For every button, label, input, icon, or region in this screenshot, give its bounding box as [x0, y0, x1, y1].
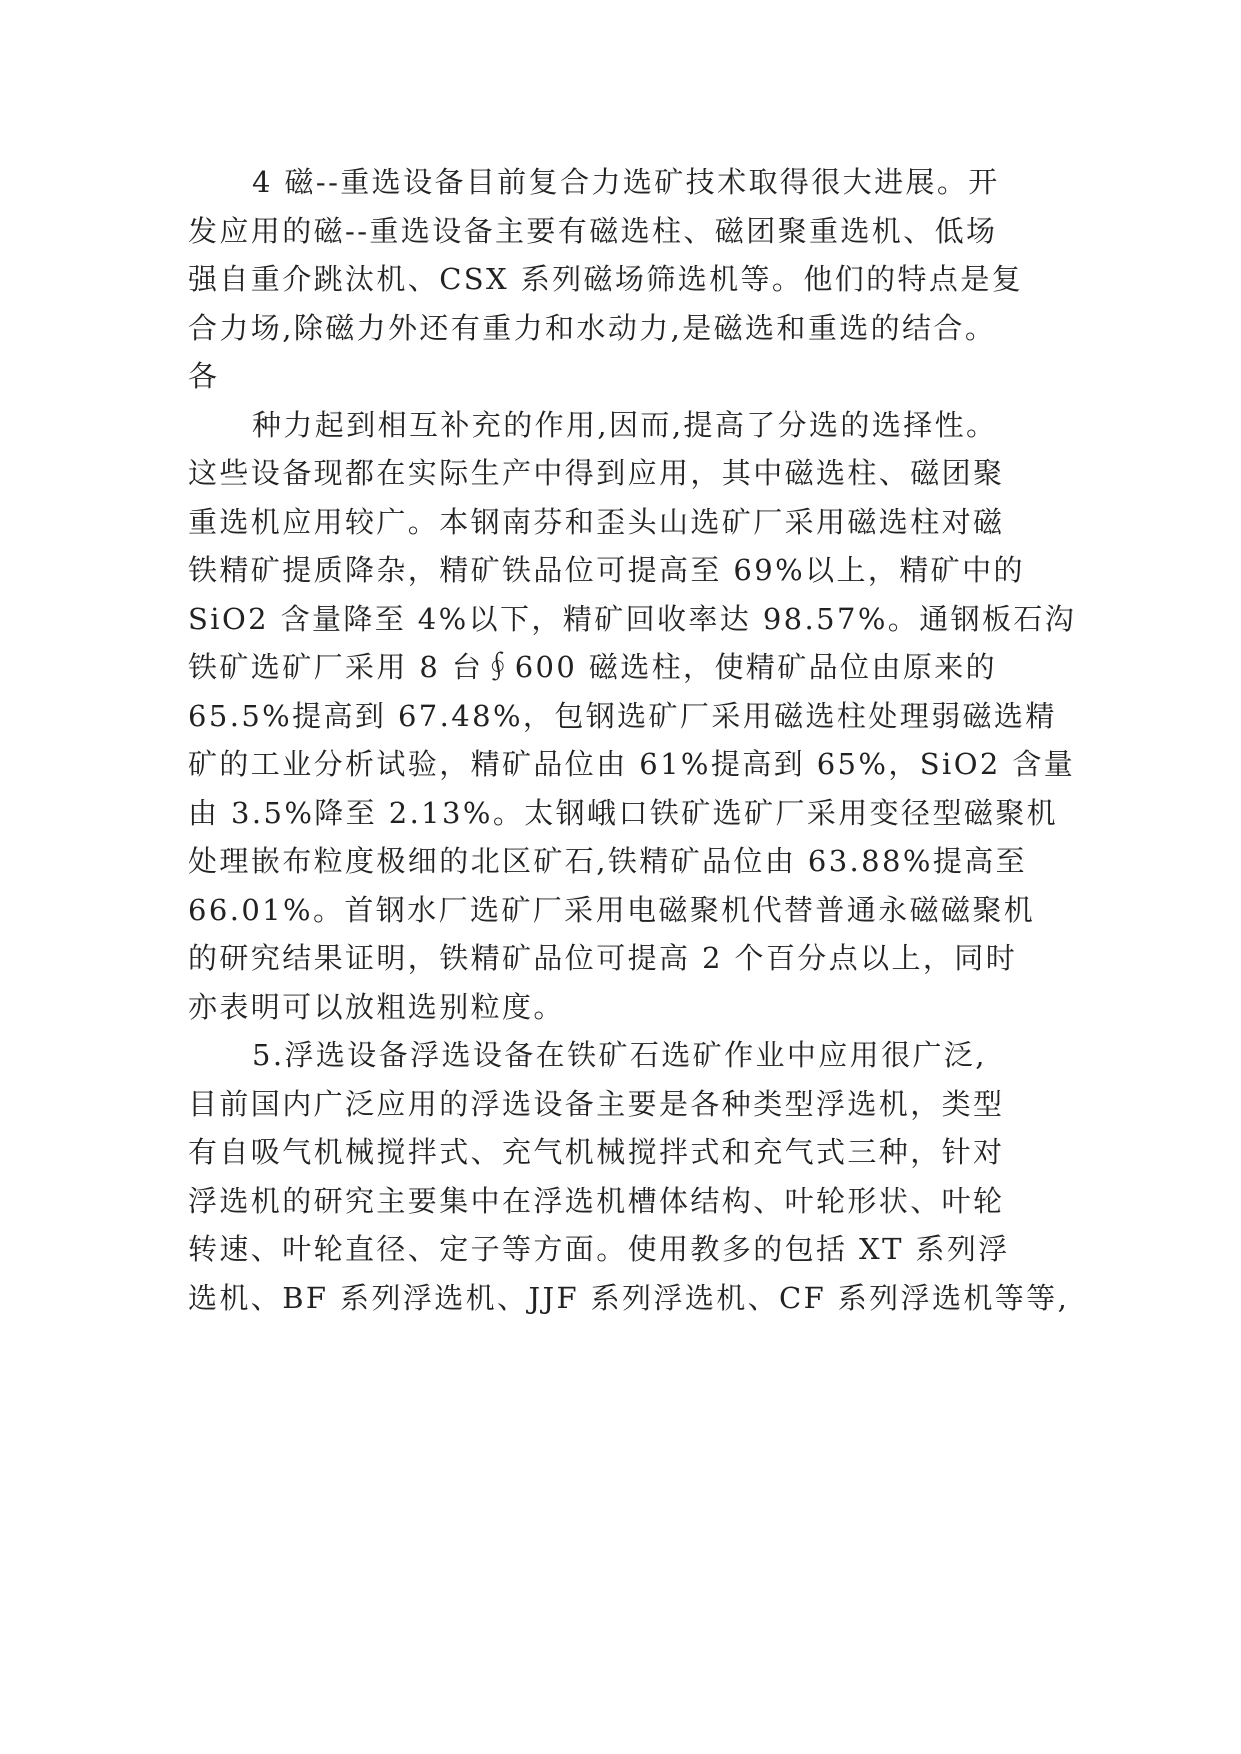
text-line: 选机、BF 系列浮选机、JJF 系列浮选机、CF 系列浮选机等等, [188, 1280, 1070, 1315]
text-line: 发应用的磁--重选设备主要有磁选柱、磁团聚重选机、低场 [188, 213, 998, 248]
text-line: 铁精矿提质降杂，精矿铁品位可提高至 69%以上，精矿中的 [188, 553, 1025, 587]
text-line: 处理嵌布粒度极细的北区矿石,铁精矿品位由 63.88%提高至 [188, 844, 1028, 878]
text-line: 重选机应用较广。本钢南芬和歪头山选矿厂采用磁选柱对磁 [188, 504, 1005, 539]
text-line: 66.01%。首钢水厂选矿厂采用电磁聚机代替普通永磁磁聚机 [188, 892, 1036, 927]
text-line: 铁矿选矿厂采用 8 台∮600 磁选柱，使精矿品位由原来的 [188, 650, 998, 684]
text-line: 各 [188, 359, 220, 393]
text-line: 这些设备现都在实际生产中得到应用，其中磁选柱、磁团聚 [188, 456, 1005, 490]
text-line: 由 3.5%降至 2.13%。太钢峨口铁矿选矿厂采用变径型磁聚机 [188, 795, 1059, 830]
text-line: 转速、叶轮直径、定子等方面。使用教多的包括 XT 系列浮 [188, 1232, 1010, 1266]
text-line: 目前国内广泛应用的浮选设备主要是各种类型浮选机，类型 [188, 1086, 1005, 1121]
text-line: 种力起到相互补充的作用,因而,提高了分选的选择性。 [252, 407, 998, 442]
text-line: 4 磁--重选设备目前复合力选矿技术取得很大进展。开 [252, 165, 1000, 199]
text-line: 亦表明可以放粗选别粒度。 [188, 989, 565, 1024]
text-line: 矿的工业分析试验，精矿品位由 61%提高到 65%，SiO2 含量 [188, 747, 1076, 781]
text-line: 的研究结果证明，铁精矿品位可提高 2 个百分点以上，同时 [188, 941, 1018, 975]
text-line: 5.浮选设备浮选设备在铁矿石选矿作业中应用很广泛, [252, 1038, 987, 1072]
text-line: 浮选机的研究主要集中在浮选机槽体结构、叶轮形状、叶轮 [188, 1183, 1005, 1218]
text-line: SiO2 含量降至 4%以下，精矿回收率达 98.57%。通钢板石沟 [188, 601, 1077, 636]
text-line: 强自重介跳汰机、CSX 系列磁场筛选机等。他们的特点是复 [188, 262, 1024, 296]
text-line: 65.5%提高到 67.48%，包钢选矿厂采用磁选柱处理弱磁选精 [188, 698, 1057, 733]
body-text [188, 158, 1077, 1322]
text-line: 有自吸气机械搅拌式、充气机械搅拌式和充气式三种，针对 [188, 1135, 1005, 1169]
text-line: 合力场,除磁力外还有重力和水动力,是磁选和重选的结合。 [188, 310, 997, 345]
